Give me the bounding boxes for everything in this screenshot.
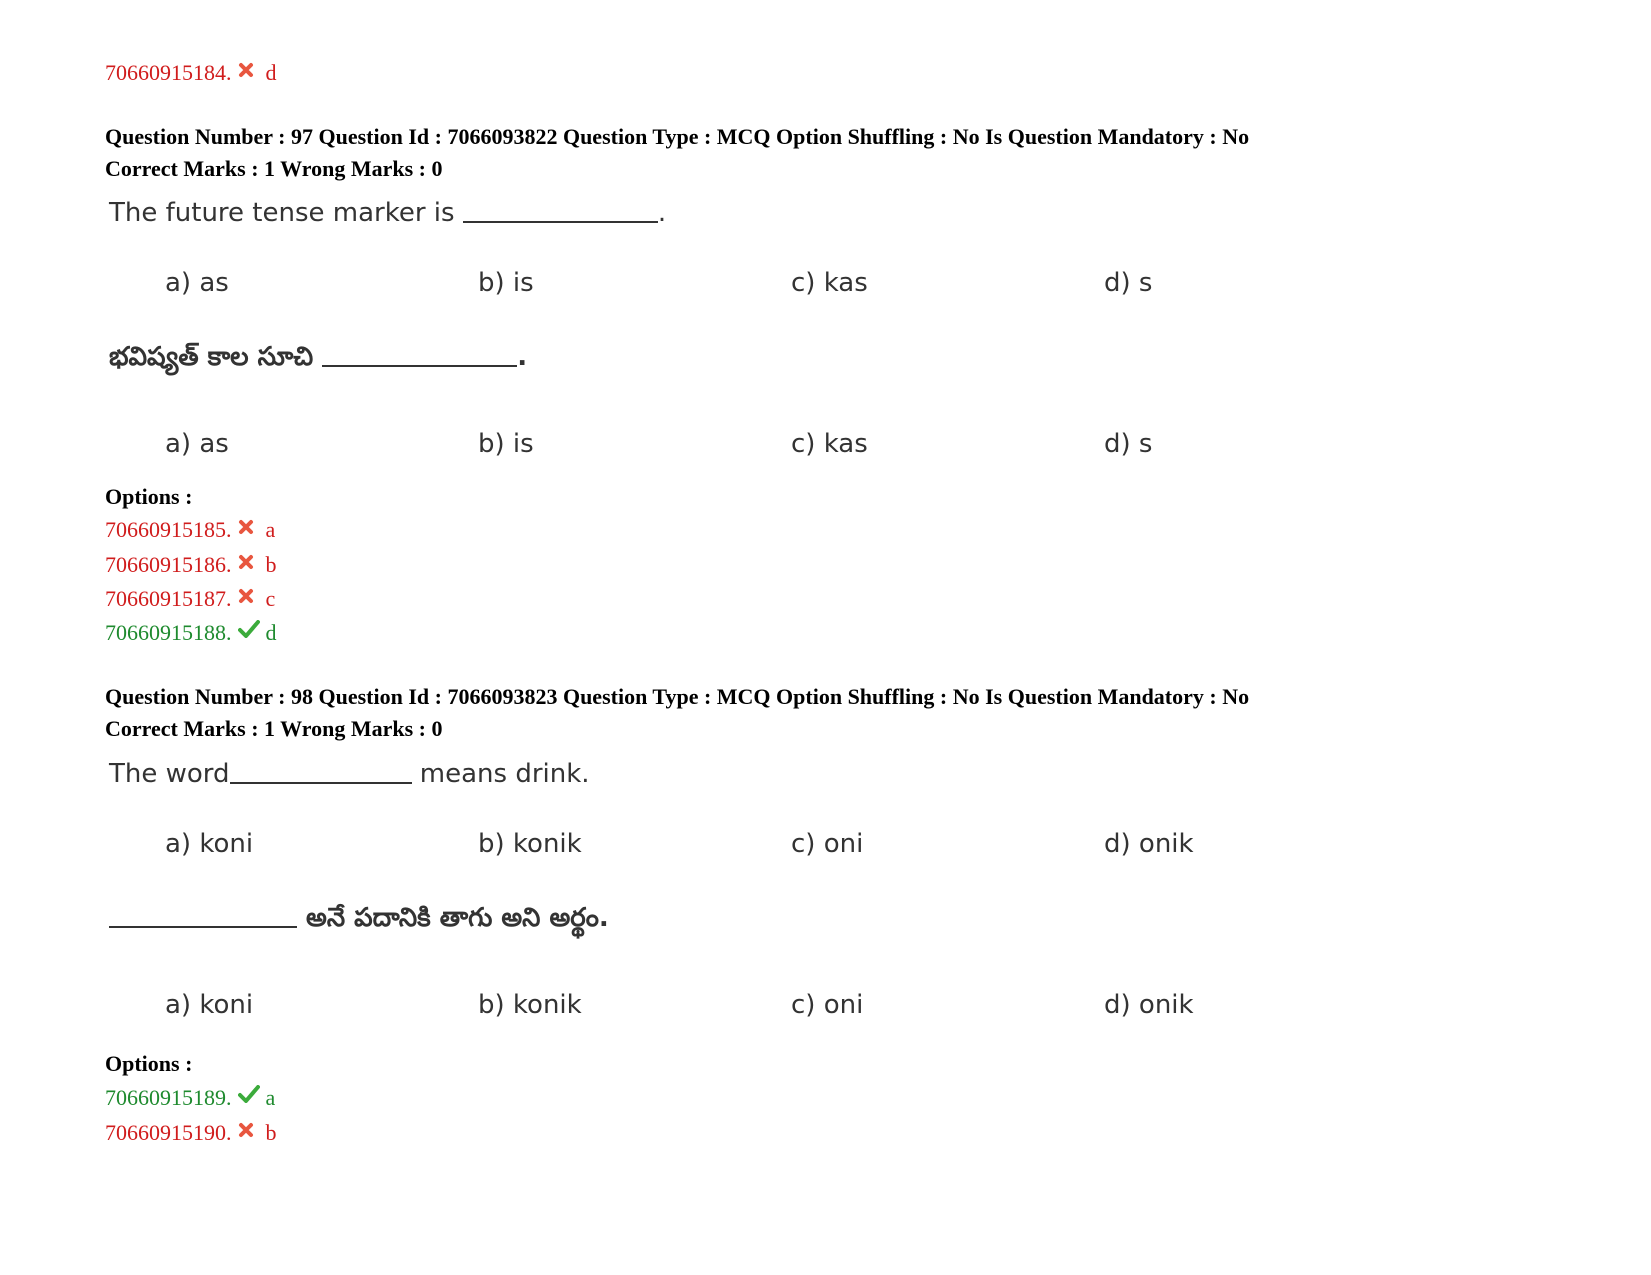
question-suffix: . (657, 198, 667, 228)
choice: c) oni (791, 990, 864, 1020)
check-icon (238, 620, 258, 638)
option-label: d (265, 60, 277, 85)
option-row (105, 1120, 277, 1146)
question-header: Question Number : 98 Question Id : 7066093823 Question Type : MCQ Option Shuffling : No Is Question Mandatory : No (105, 684, 1250, 709)
question-suffix: అనే పదానికి తాగు అని అర్థం. (297, 903, 609, 933)
question-text-telugu (109, 903, 609, 939)
option-label: d (265, 620, 277, 645)
cross-icon (238, 62, 258, 78)
option-label: a (265, 1085, 276, 1110)
option-id: 70660915186. (105, 552, 232, 577)
cross-icon (238, 1122, 258, 1138)
question-text-english (109, 759, 590, 789)
check-icon (238, 1085, 258, 1103)
question-text-english (109, 198, 666, 228)
answer-blank (322, 343, 517, 367)
question-marks: Correct Marks : 1 Wrong Marks : 0 (105, 716, 443, 741)
cross-icon (238, 588, 258, 604)
question-text-telugu (109, 342, 527, 378)
option-id: 70660915187. (105, 586, 232, 611)
option-label: b (265, 552, 277, 577)
choice: b) is (478, 429, 534, 459)
option-id: 70660915188. (105, 620, 232, 645)
choice: a) as (165, 268, 229, 298)
answer-blank (230, 760, 412, 784)
question-prefix: భవిష్యత్ కాల సూచి (109, 342, 314, 372)
option-row (105, 586, 275, 612)
option-row-correct (105, 1085, 275, 1111)
options-label: Options : (105, 484, 193, 509)
question-prefix: The future tense marker is (109, 198, 455, 228)
option-row (105, 552, 277, 578)
choice: d) onik (1104, 990, 1194, 1020)
answer-blank (109, 904, 297, 928)
choice: a) koni (165, 990, 254, 1020)
choice: d) onik (1104, 829, 1194, 859)
option-id: 70660915184. (105, 60, 232, 85)
option-row (105, 60, 277, 86)
option-label: b (265, 1120, 277, 1145)
options-label: Options : (105, 1051, 193, 1076)
question-marks: Correct Marks : 1 Wrong Marks : 0 (105, 156, 443, 181)
option-id: 70660915185. (105, 517, 232, 542)
answer-blank (463, 199, 658, 223)
choice: d) s (1104, 268, 1153, 298)
question-prefix: The word (109, 759, 230, 789)
choice: c) kas (791, 429, 868, 459)
option-id: 70660915189. (105, 1085, 232, 1110)
choice: b) konik (478, 990, 582, 1020)
option-id: 70660915190. (105, 1120, 232, 1145)
question-header: Question Number : 97 Question Id : 7066093822 Question Type : MCQ Option Shuffling : No Is Question Mandatory : No (105, 124, 1250, 149)
choice: a) koni (165, 829, 254, 859)
choice: a) as (165, 429, 229, 459)
question-suffix: means drink. (411, 759, 590, 789)
choice: b) konik (478, 829, 582, 859)
choice: d) s (1104, 429, 1153, 459)
question-suffix: . (517, 342, 528, 372)
option-row-correct (105, 620, 277, 646)
choice: b) is (478, 268, 534, 298)
option-label: a (265, 517, 276, 542)
option-label: c (265, 586, 276, 611)
option-row (105, 517, 275, 543)
choice: c) oni (791, 829, 864, 859)
cross-icon (238, 519, 258, 535)
cross-icon (238, 554, 258, 570)
choice: c) kas (791, 268, 868, 298)
